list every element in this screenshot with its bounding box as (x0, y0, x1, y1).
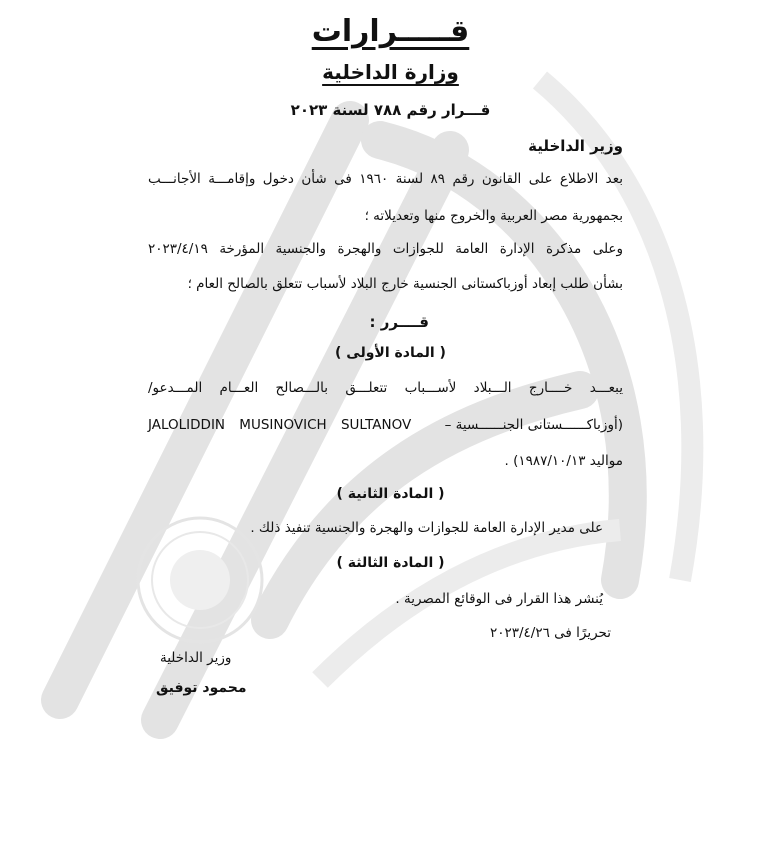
article-1-line-3: مواليد ١٩٨٧/١٠/١٣) . (504, 453, 623, 469)
decides-heading: قــــرر : (369, 313, 429, 331)
document-title: قـــــرارات (311, 14, 470, 49)
article-2-heading: ( المادة الثانية ) (336, 486, 445, 502)
issue-date: تحريرًا فى ٢٠٢٣/٤/٢٦ (489, 625, 611, 641)
article-3-heading: ( المادة الثالثة ) (336, 555, 445, 571)
article-1-heading: ( المادة الأولى ) (335, 345, 446, 361)
article-2-text: على مدير الإدارة العامة للجوازات والهجرة والجنسية تنفيذ ذلك . (250, 520, 603, 536)
preamble-line-4: بشأن طلب إبعاد أوزباكستانى الجنسية خارج البلاد لأسباب تتعلق بالصالح العام ؛ (187, 276, 623, 292)
preamble-line-2: بجمهورية مصر العربية والخروج منها وتعديلاته ؛ (364, 208, 623, 224)
article-3-text: يُنشر هذا القرار فى الوقائع المصرية . (395, 591, 603, 607)
deportee-name: JALOLIDDIN MUSINOVICH SULTANOV (148, 417, 412, 433)
decree-number: قـــرار رقم ٧٨٨ لسنة ٢٠٢٣ (290, 101, 491, 119)
signatory-title: وزير الداخلية (160, 650, 232, 666)
preamble-line-1: بعد الاطلاع على القانون رقم ٨٩ لسنة ١٩٦٠ فى شأن دخول وإقامـــة الأجانـــب (148, 171, 623, 187)
signatory-name: محمود توفيق (156, 680, 247, 696)
watermark-stamp-icon (20, 60, 740, 760)
ministry-name: وزارة الداخلية (322, 60, 459, 84)
article-1-nationality: (أوزباكــــــستانى الجنــــــسية – (444, 417, 623, 433)
article-1-line-2 (148, 417, 623, 433)
article-1-line-1: يبعـــد خــــارج الـــبلاد لأســـباب تتعلـــق بالـــصالح العـــام المـــدعو/ (148, 380, 623, 396)
preamble-line-3: وعلى مذكرة الإدارة العامة للجوازات والهجرة والجنسية المؤرخة ٢٠٢٣/٤/١٩ (148, 241, 623, 257)
minister-heading: وزير الداخلية (528, 137, 623, 155)
